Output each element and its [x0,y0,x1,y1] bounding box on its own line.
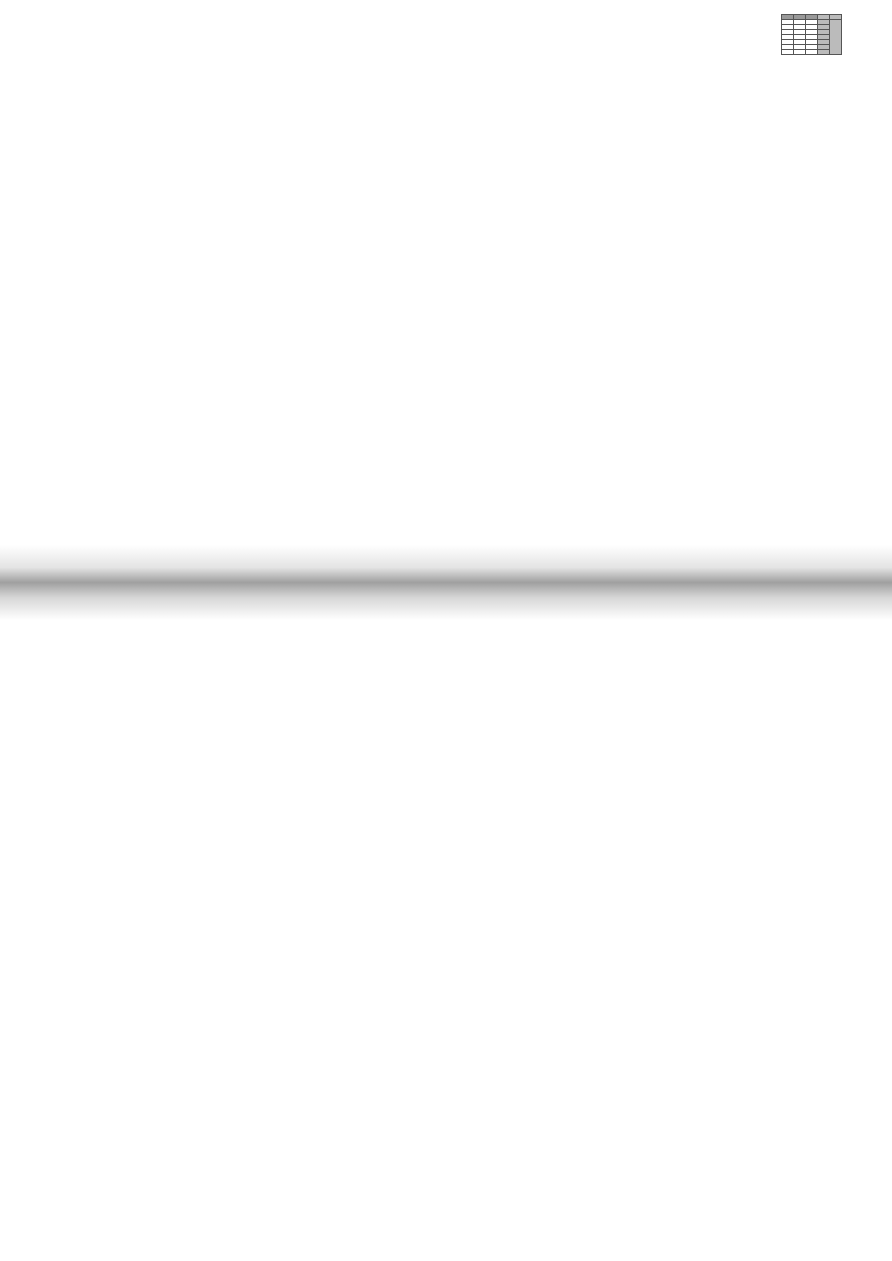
left-page [18,8,848,608]
stats-cell [794,50,806,55]
right-page [16,620,846,1260]
stats-table [781,14,842,55]
stats-cell [806,50,818,55]
stats-table-title [830,20,842,55]
stats-row [806,15,818,55]
stats-cell [782,50,794,55]
stats-table-header [818,15,830,55]
stats-col-header [818,50,830,55]
line-chart [565,12,775,572]
stats-row [794,15,806,55]
stats-table-body [782,15,818,55]
stats-row [782,15,794,55]
